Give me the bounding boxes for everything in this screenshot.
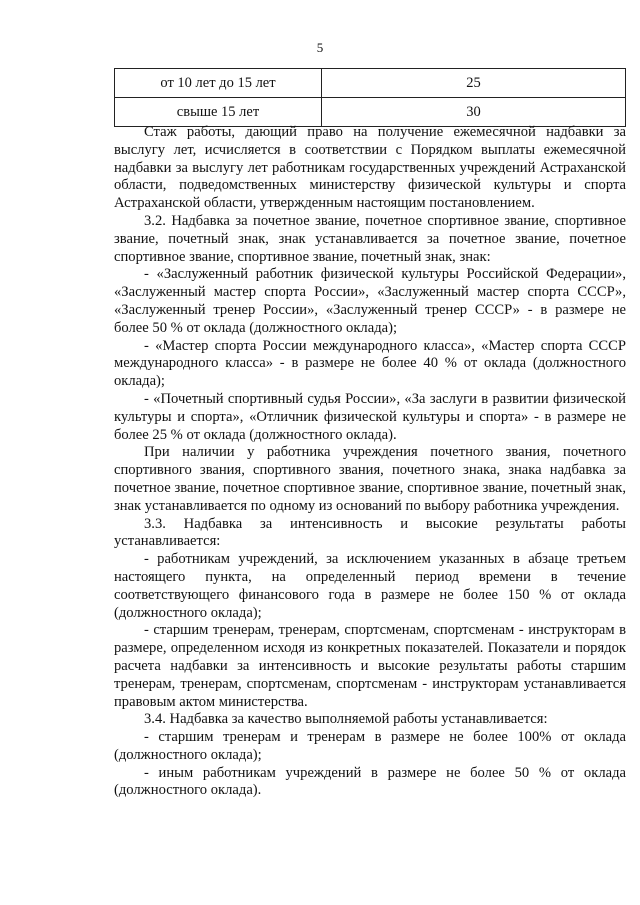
paragraph: - «Почетный спортивный судья России», «За заслуги в развитии физической культуры и спорта», «Отличник физической культуры и спорта» - в размере не более 25 % от оклада (должностного оклада). [114, 390, 626, 443]
range-cell: свыше 15 лет [115, 98, 322, 127]
paragraph: - работникам учреждений, за исключением указанных в абзаце третьем настоящего пункта, на определенный период времени в течение соответствующего финансового года в размере не более 150 % от оклада (должностного оклада); [114, 551, 626, 621]
paragraph: При наличии у работника учреждения почетного звания, почетного спортивного звания, спортивного звания, почетного знака, знака надбавка за почетное звание, почетное спортивное звание, спортивное звание, почетный знак, знак устанавливается по одному из оснований по выбору работника учреждения. [114, 444, 626, 514]
paragraph: - иным работникам учреждений в размере не более 50 % от оклада (должностного оклада). [114, 764, 626, 799]
document-body [114, 124, 626, 800]
table-row [115, 69, 626, 98]
paragraph: 3.2. Надбавка за почетное звание, почетное спортивное звание, спортивное звание, почетный знак, знак устанавливается за почетное звание, почетное спортивное звание, спортивное звание, почетный знак, знак: [114, 212, 626, 265]
paragraph: - «Мастер спорта России международного класса», «Мастер спорта СССР международного класса» - в размере не более 40 % от оклада (должностного оклада); [114, 337, 626, 390]
value-cell: 30 [322, 98, 626, 127]
paragraph: - «Заслуженный работник физической культуры Российской Федерации», «Заслуженный мастер спорта России», «Заслуженный мастер спорта СССР», «Заслуженный тренер России», «Заслуженный тренер СССР» - в размере не более 50 % от оклада (должностного оклада); [114, 266, 626, 336]
paragraph: 3.4. Надбавка за качество выполняемой работы устанавливается: [144, 711, 548, 728]
value-cell: 25 [322, 69, 626, 98]
range-cell: от 10 лет до 15 лет [115, 69, 322, 98]
page-number: 5 [316, 40, 324, 55]
paragraph: Стаж работы, дающий право на получение ежемесячной надбавки за выслугу лет, исчисляется в соответствии с Порядком выплаты ежемесячной надбавки за выслугу лет работникам государственных учреждений Астраханской области, подведомственных министерству физической культуры и спорта Астраханской области, утвержденным настоящим постановлением. [114, 124, 626, 212]
paragraph: - старшим тренерам, тренерам, спортсменам, спортсменам - инструкторам в размере, определенном исходя из конкретных показателей. Показатели и порядок расчета надбавки за интенсивность и высокие результаты работы старшим тренерам, тренерам, спортсменам, спортсменам - инструкторам устанавливается правовым актом министерства. [114, 622, 626, 710]
paragraph: 3.3. Надбавка за интенсивность и высокие результаты работы устанавливается: [114, 515, 626, 550]
seniority-table [114, 68, 626, 127]
table-row [115, 98, 626, 127]
paragraph: - старшим тренерам и тренерам в размере не более 100% от оклада (должностного оклада); [114, 729, 626, 763]
